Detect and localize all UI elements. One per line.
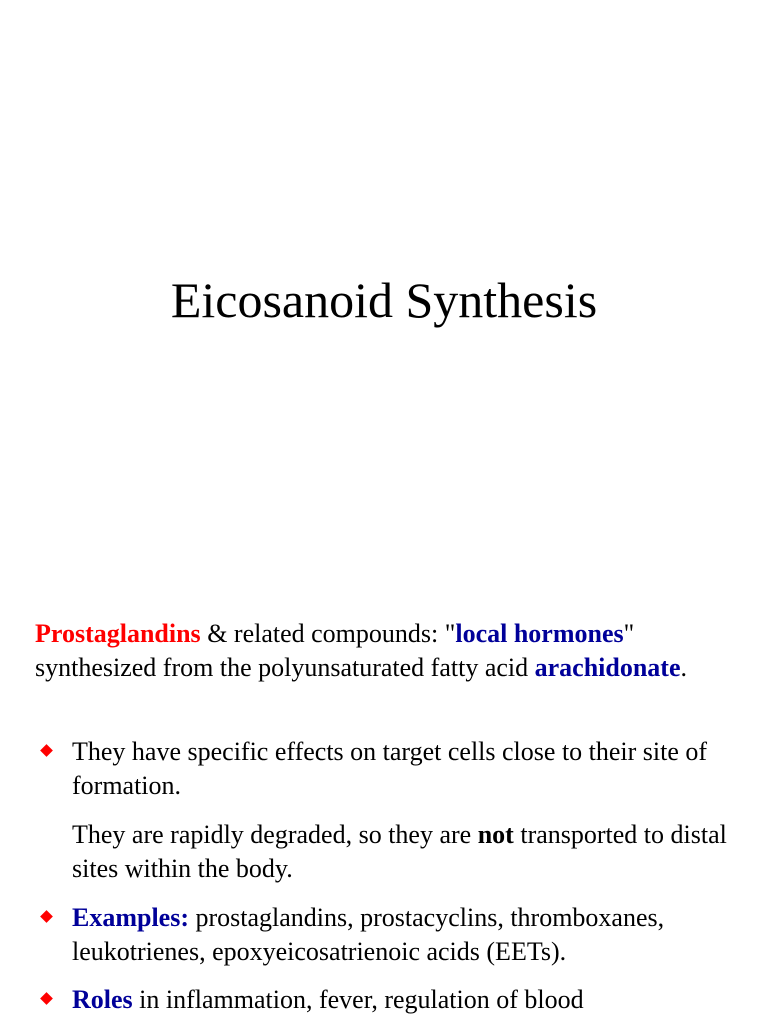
para-text-2: transported to distal sites within the body. xyxy=(72,820,727,883)
bullet-item-roles xyxy=(72,983,762,1017)
para-text-1: They are rapidly degraded, so they are xyxy=(72,820,478,849)
sub-paragraph-degraded xyxy=(72,818,762,886)
diamond-bullet-icon xyxy=(40,910,53,923)
term-arachidonate: arachidonate xyxy=(534,653,681,682)
bullet-label-roles: Roles xyxy=(72,985,133,1014)
bullet-item-effects xyxy=(72,735,762,803)
bullet-text: They have specific effects on target cells close to their site of formation. xyxy=(72,737,708,800)
content-slide xyxy=(0,580,768,1024)
bullet-label-examples: Examples: xyxy=(72,903,189,932)
bullet-item-examples xyxy=(72,901,762,969)
emphasis-not: not xyxy=(477,820,514,849)
intro-paragraph xyxy=(35,617,735,685)
term-prostaglandins: Prostaglandins xyxy=(35,619,201,648)
intro-text-1: & related compounds: " xyxy=(200,619,456,648)
diamond-bullet-icon xyxy=(40,992,53,1005)
intro-text-3: . xyxy=(680,653,688,682)
slide-title: Eicosanoid Synthesis xyxy=(170,272,598,328)
term-local-hormones: local hormones xyxy=(455,619,624,648)
bullet-text: prostaglandins, prostacyclins, thromboxanes, leukotrienes, epoxyeicosatrienoic acids (EETs). xyxy=(72,903,665,966)
diamond-bullet-icon xyxy=(40,744,53,757)
bullet-text: in inflammation, fever, regulation of blood xyxy=(132,985,584,1014)
intro-text-2: " synthesized from the polyunsaturated fatty acid xyxy=(35,619,635,682)
